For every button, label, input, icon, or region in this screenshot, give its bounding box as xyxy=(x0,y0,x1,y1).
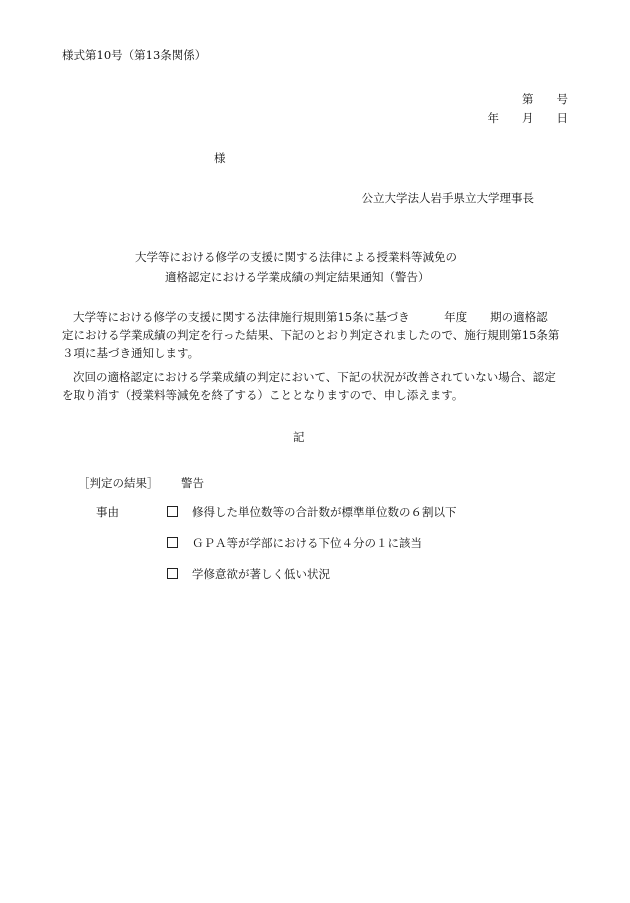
reason-item-text: ＧＰＡ等が学部における下位４分の１に該当 xyxy=(192,536,422,550)
result-label: ［判定の結果］ xyxy=(78,476,159,490)
title-line-2: 適格認定における学業成績の判定結果通知（警告） xyxy=(165,270,430,284)
body-paragraph-2 xyxy=(62,368,570,404)
paragraph-1-line-3: ３項に基づき通知します。 xyxy=(62,346,200,360)
addressee-suffix: 様 xyxy=(214,151,226,165)
paragraph-2-line-2: を取り消す（授業料等減免を終了する）こととなりますので、申し添えます。 xyxy=(62,388,464,402)
reason-label: 事由 xyxy=(96,505,119,519)
reason-item-1 xyxy=(167,505,457,519)
document-number: 第 号 xyxy=(522,92,568,106)
reason-item-text: 修得した単位数等の合計数が標準単位数の６割以下 xyxy=(192,505,457,519)
reason-item-2 xyxy=(167,536,422,550)
reason-item-text: 学修意欲が著しく低い状況 xyxy=(192,567,330,581)
body-paragraph-1 xyxy=(62,308,570,362)
checkbox-icon[interactable] xyxy=(167,537,178,548)
paragraph-2-line-1: 次回の適格認定における学業成績の判定において、下記の状況が改善されていない場合、認定 xyxy=(73,370,556,384)
checkbox-icon[interactable] xyxy=(167,506,178,517)
ki-heading: 記 xyxy=(293,430,305,444)
issue-date: 年 月 日 xyxy=(487,111,568,125)
form-number: 様式第10号（第13条関係） xyxy=(62,48,207,62)
paragraph-1-line-1: 大学等における修学の支援に関する法律施行規則第15条に基づき 年度 期の適格認 xyxy=(73,310,548,324)
result-value: 警告 xyxy=(181,476,204,490)
reason-item-3 xyxy=(167,567,330,581)
paragraph-1-line-2: 定における学業成績の判定を行った結果、下記のとおり判定されましたので、施行規則第15条第 xyxy=(62,328,560,342)
checkbox-icon[interactable] xyxy=(167,568,178,579)
title-line-1: 大学等における修学の支援に関する法律による授業料等減免の xyxy=(135,250,457,264)
sender-name: 公立大学法人岩手県立大学理事長 xyxy=(361,191,534,205)
